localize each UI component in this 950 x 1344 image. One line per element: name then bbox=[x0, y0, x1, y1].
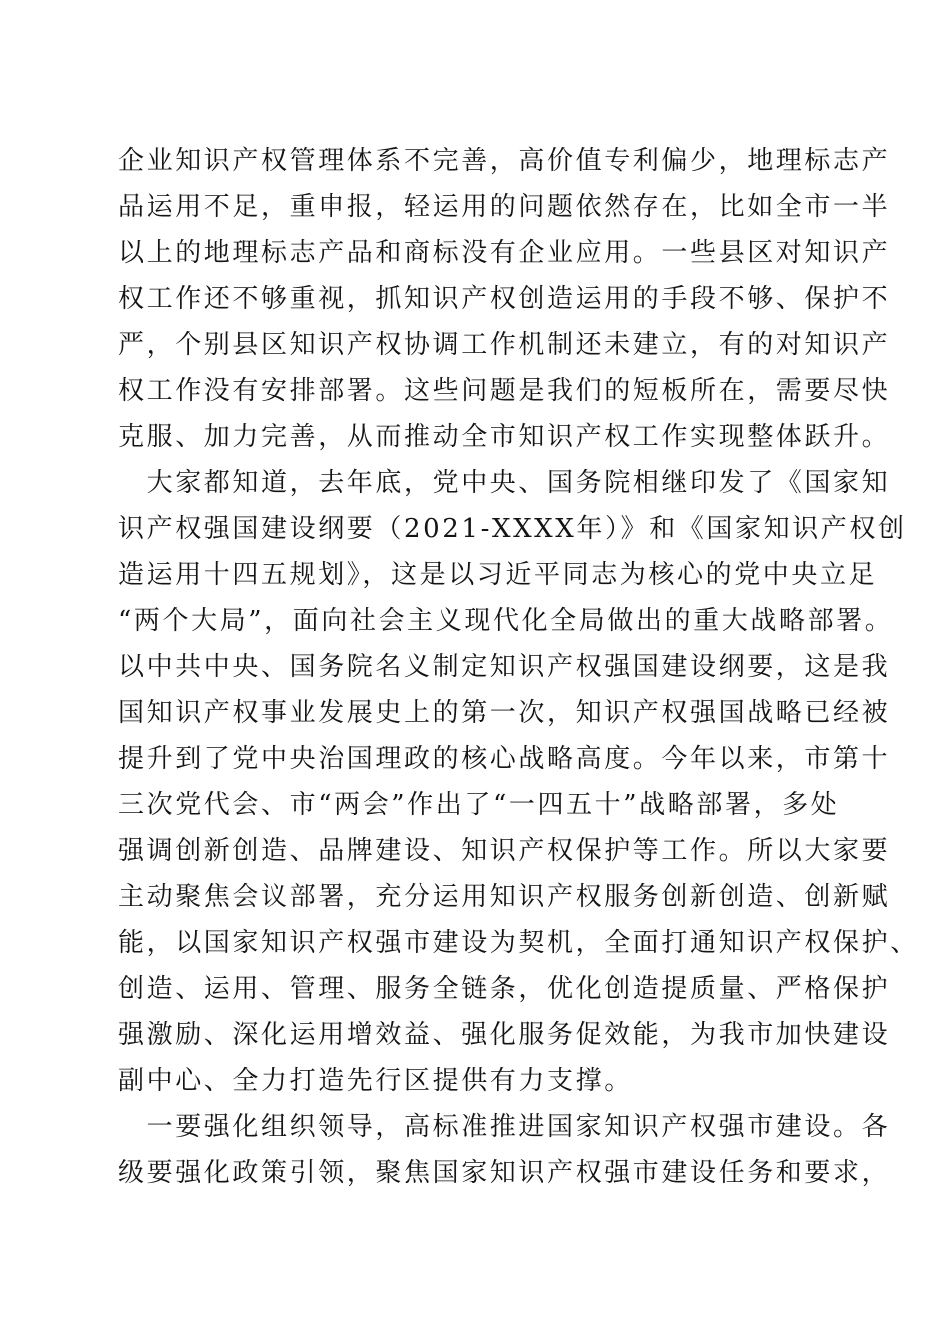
text-line: “两个大局”，面向社会主义现代化全局做出的重大战略部署。 bbox=[118, 606, 894, 636]
text-line: 以上的地理标志产品和商标没有企业应用。一些县区对知识产 bbox=[118, 238, 891, 268]
text-line: 以中共中央、国务院名义制定知识产权强国建设纲要，这是我 bbox=[118, 652, 891, 682]
text-line: 强调创新创造、品牌建设、知识产权保护等工作。所以大家要 bbox=[118, 836, 891, 866]
paragraph-start-line: 一要强化组织领导，高标准推进国家知识产权强市建设。各 bbox=[118, 1112, 891, 1142]
text-line: 创造、运用、管理、服务全链条，优化创造提质量、严格保护 bbox=[118, 974, 891, 1004]
text-line: 克服、加力完善，从而推动全市知识产权工作实现整体跃升。 bbox=[118, 422, 891, 452]
text-line: 严，个别县区知识产权协调工作机制还未建立，有的对知识产 bbox=[118, 330, 891, 360]
text-line: 主动聚焦会议部署，充分运用知识产权服务创新创造、创新赋 bbox=[118, 882, 891, 912]
text-line: 能，以国家知识产权强市建设为契机，全面打通知识产权保护、 bbox=[118, 928, 919, 958]
text-line: 强激励、深化运用增效益、强化服务促效能，为我市加快建设 bbox=[118, 1020, 891, 1050]
text-line: 国知识产权事业发展史上的第一次，知识产权强国战略已经被 bbox=[118, 698, 891, 728]
text-line: 企业知识产权管理体系不完善，高价值专利偏少，地理标志产 bbox=[118, 146, 891, 176]
paragraph-start-line: 大家都知道，去年底，党中央、国务院相继印发了《国家知 bbox=[118, 468, 891, 498]
text-line: 识产权强国建设纲要（2021-XXXX年）》和《国家知识产权创 bbox=[118, 514, 907, 544]
text-line: 造运用十四五规划》，这是以习近平同志为核心的党中央立足 bbox=[118, 560, 878, 590]
text-line: 级要强化政策引领，聚焦国家知识产权强市建设任务和要求， bbox=[118, 1158, 891, 1188]
text-line: 提升到了党中央治国理政的核心战略高度。今年以来，市第十 bbox=[118, 744, 891, 774]
text-line: 品运用不足，重申报，轻运用的问题依然存在，比如全市一半 bbox=[118, 192, 891, 222]
text-line: 权工作还不够重视，抓知识产权创造运用的手段不够、保护不 bbox=[118, 284, 891, 314]
text-line: 权工作没有安排部署。这些问题是我们的短板所在，需要尽快 bbox=[118, 376, 891, 406]
text-line: 三次党代会、市“两会”作出了“一四五十”战略部署，多处 bbox=[118, 790, 840, 820]
text-line: 副中心、全力打造先行区提供有力支撑。 bbox=[118, 1066, 633, 1096]
